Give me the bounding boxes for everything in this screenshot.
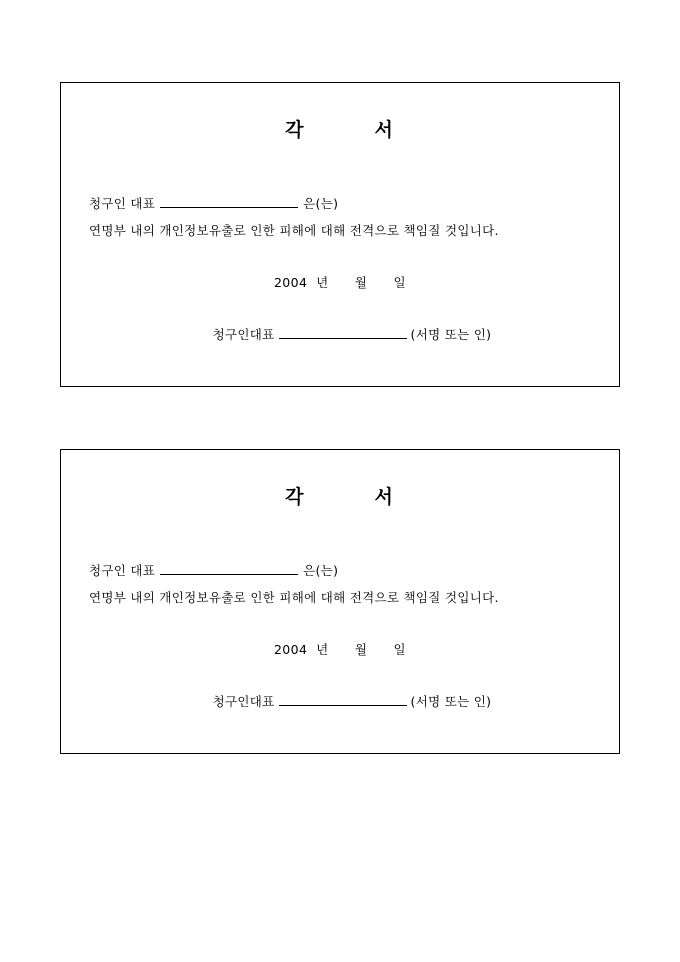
claimant-representative-line (89, 561, 595, 579)
signature-blank[interactable] (279, 694, 407, 706)
form-body (61, 194, 619, 239)
claimant-particle-label: 은(는) (303, 563, 339, 578)
claimant-name-blank[interactable] (160, 563, 298, 575)
form-body (61, 561, 619, 606)
claimant-representative-label: 청구인 대표 (89, 196, 156, 211)
pledge-form-copy-1 (60, 82, 620, 387)
date-line: 2004 년 월 일 (273, 642, 407, 657)
date-line: 2004 년 월 일 (273, 275, 407, 290)
signature-line (61, 325, 619, 343)
signature-label: 청구인대표 (212, 327, 275, 342)
claimant-representative-label: 청구인 대표 (89, 563, 156, 578)
signature-line (61, 692, 619, 710)
signature-suffix-label: (서명 또는 인) (410, 694, 492, 709)
pledge-statement: 연명부 내의 개인정보유출로 인한 피해에 대해 전격으로 책임질 것입니다. (89, 223, 499, 238)
claimant-name-blank[interactable] (160, 196, 298, 208)
form-title: 각 서 (285, 486, 395, 508)
claimant-representative-line (89, 194, 595, 212)
form-title: 각 서 (285, 119, 395, 141)
pledge-form-copy-2 (60, 449, 620, 754)
signature-suffix-label: (서명 또는 인) (410, 327, 492, 342)
claimant-particle-label: 은(는) (303, 196, 339, 211)
signature-blank[interactable] (279, 327, 407, 339)
signature-label: 청구인대표 (212, 694, 275, 709)
pledge-statement: 연명부 내의 개인정보유출로 인한 피해에 대해 전격으로 책임질 것입니다. (89, 590, 499, 605)
